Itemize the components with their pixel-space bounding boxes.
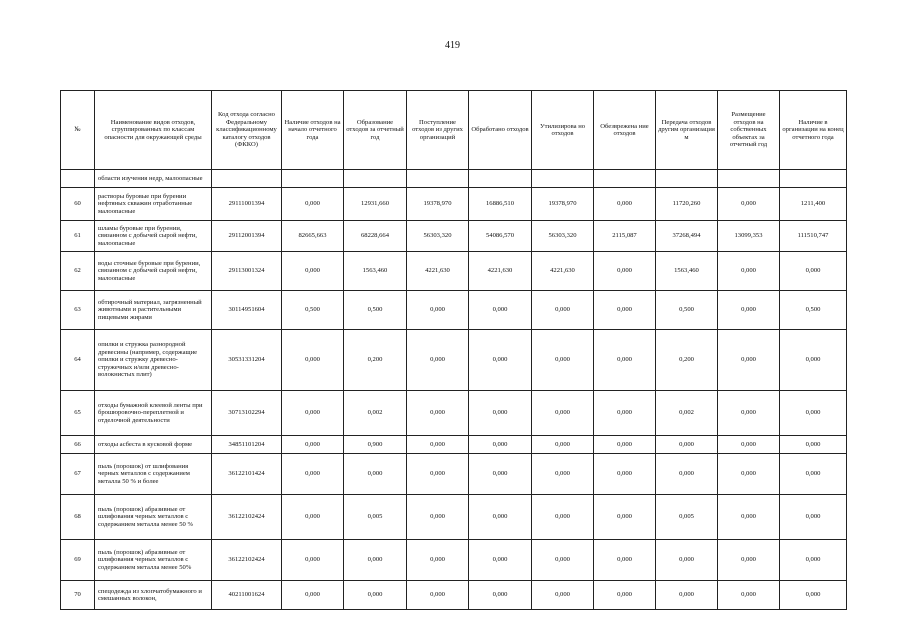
- value-cell: 0,000: [532, 495, 594, 540]
- waste-name-cell: отходы асбеста в кусковой форме: [95, 436, 212, 454]
- header-cell: Утилизирова но отходов: [532, 91, 594, 170]
- header-cell: Обработано отходов: [469, 91, 532, 170]
- value-cell: 0,000: [656, 581, 718, 610]
- value-cell: 0,000: [532, 391, 594, 436]
- value-cell: 1211,400: [780, 188, 847, 221]
- value-cell: 0,200: [344, 330, 407, 391]
- header-cell: Наличие отходов на начало отчетного года: [282, 91, 344, 170]
- value-cell: 0,000: [469, 540, 532, 581]
- row-number-cell: 67: [61, 454, 95, 495]
- value-cell: 0,000: [344, 540, 407, 581]
- empty-cell: [594, 170, 656, 188]
- value-cell: 0,000: [407, 581, 469, 610]
- value-cell: 54086,570: [469, 221, 532, 252]
- value-cell: 0,000: [780, 581, 847, 610]
- value-cell: 0,000: [532, 436, 594, 454]
- value-cell: 82665,663: [282, 221, 344, 252]
- value-cell: 0,500: [780, 291, 847, 330]
- value-cell: 0,000: [469, 495, 532, 540]
- value-cell: 0,500: [344, 291, 407, 330]
- value-cell: 0,000: [594, 454, 656, 495]
- value-cell: 0,000: [469, 436, 532, 454]
- header-cell: №: [61, 91, 95, 170]
- value-cell: 0,000: [407, 436, 469, 454]
- value-cell: 0,000: [718, 540, 780, 581]
- value-cell: 0,000: [718, 454, 780, 495]
- table-row: [61, 188, 847, 221]
- value-cell: 2115,087: [594, 221, 656, 252]
- value-cell: 0,000: [282, 330, 344, 391]
- table-row: [61, 436, 847, 454]
- value-cell: 0,000: [780, 540, 847, 581]
- waste-name-cell: спецодежда из хлопчатобумажного и смешанных волокон,: [95, 581, 212, 610]
- value-cell: 0,000: [282, 540, 344, 581]
- page-number: 419: [445, 40, 460, 51]
- row-number-cell: [61, 170, 95, 188]
- value-cell: 0,000: [469, 581, 532, 610]
- value-cell: 56303,320: [532, 221, 594, 252]
- value-cell: 0,000: [656, 436, 718, 454]
- fkko-code-cell: 29111001394: [212, 188, 282, 221]
- table-row: [61, 581, 847, 610]
- value-cell: 0,000: [594, 540, 656, 581]
- value-cell: 0,000: [594, 495, 656, 540]
- value-cell: 0,900: [344, 436, 407, 454]
- value-cell: 0,000: [718, 252, 780, 291]
- fkko-code-cell: 30114951604: [212, 291, 282, 330]
- value-cell: 0,000: [407, 391, 469, 436]
- value-cell: 0,000: [780, 391, 847, 436]
- row-number-cell: 60: [61, 188, 95, 221]
- value-cell: 0,500: [656, 291, 718, 330]
- empty-cell: [532, 170, 594, 188]
- value-cell: 0,000: [656, 540, 718, 581]
- value-cell: 0,000: [282, 495, 344, 540]
- fkko-code-cell: 36122101424: [212, 454, 282, 495]
- value-cell: 0,000: [282, 188, 344, 221]
- fkko-code-cell: 36122102424: [212, 495, 282, 540]
- header-cell: Наличие в организации на конец отчетного года: [780, 91, 847, 170]
- value-cell: 0,000: [656, 454, 718, 495]
- value-cell: 12931,660: [344, 188, 407, 221]
- value-cell: 0,000: [594, 581, 656, 610]
- continuation-row: [61, 170, 847, 188]
- header-cell: Образование отходов за отчетный год: [344, 91, 407, 170]
- empty-cell: [469, 170, 532, 188]
- value-cell: 0,000: [282, 581, 344, 610]
- value-cell: 0,002: [344, 391, 407, 436]
- waste-name-cell: обтирочный материал, загрязненный животными и растительными пищевыми жирами: [95, 291, 212, 330]
- value-cell: 0,000: [594, 391, 656, 436]
- value-cell: 0,000: [407, 330, 469, 391]
- header-cell: Передача отходов другим организация м: [656, 91, 718, 170]
- value-cell: 0,002: [656, 391, 718, 436]
- value-cell: 0,000: [718, 495, 780, 540]
- value-cell: 0,000: [594, 291, 656, 330]
- value-cell: 111510,747: [780, 221, 847, 252]
- header-cell: Код отхода согласно Федеральному классификационному каталогу отходов (ФККО): [212, 91, 282, 170]
- value-cell: 0,000: [282, 252, 344, 291]
- value-cell: 0,000: [718, 330, 780, 391]
- fkko-code-cell: 29112001394: [212, 221, 282, 252]
- table-row: [61, 330, 847, 391]
- value-cell: 0,000: [282, 436, 344, 454]
- waste-name-cell: пыль (порошок) абразивные от шлифования черных металлов с содержанием металла менее 50%: [95, 540, 212, 581]
- value-cell: 37268,494: [656, 221, 718, 252]
- waste-table-container: [60, 90, 846, 602]
- value-cell: 0,000: [407, 495, 469, 540]
- empty-cell: [212, 170, 282, 188]
- value-cell: 0,000: [282, 454, 344, 495]
- value-cell: 0,000: [532, 330, 594, 391]
- waste-name-cell: растворы буровые при бурении нефтяных скважин отработанные малоопасные: [95, 188, 212, 221]
- value-cell: 0,000: [780, 252, 847, 291]
- value-cell: 0,000: [532, 291, 594, 330]
- value-cell: 4221,630: [407, 252, 469, 291]
- value-cell: 0,000: [532, 540, 594, 581]
- value-cell: 0,000: [282, 391, 344, 436]
- empty-cell: [656, 170, 718, 188]
- value-cell: 0,000: [469, 330, 532, 391]
- empty-cell: [718, 170, 780, 188]
- value-cell: 0,000: [718, 188, 780, 221]
- value-cell: 0,000: [344, 581, 407, 610]
- value-cell: 0,000: [532, 581, 594, 610]
- table-row: [61, 540, 847, 581]
- header-cell: Обезврежена ние отходов: [594, 91, 656, 170]
- header-row: [61, 91, 847, 170]
- value-cell: 0,000: [344, 454, 407, 495]
- row-number-cell: 68: [61, 495, 95, 540]
- waste-name-cell: пыль (порошок) от шлифования черных металлов с содержанием металла 50 % и более: [95, 454, 212, 495]
- waste-name-cell: области изучения недр, малоопасные: [95, 170, 212, 188]
- fkko-code-cell: 36122102424: [212, 540, 282, 581]
- empty-cell: [344, 170, 407, 188]
- value-cell: 0,005: [656, 495, 718, 540]
- table-row: [61, 252, 847, 291]
- value-cell: 0,000: [407, 454, 469, 495]
- table-row: [61, 495, 847, 540]
- fkko-code-cell: 40211001624: [212, 581, 282, 610]
- value-cell: 0,005: [344, 495, 407, 540]
- fkko-code-cell: 30713102294: [212, 391, 282, 436]
- fkko-code-cell: 34851101204: [212, 436, 282, 454]
- row-number-cell: 70: [61, 581, 95, 610]
- waste-name-cell: пыль (порошок) абразивные от шлифования черных металлов с содержанием металла менее 50 %: [95, 495, 212, 540]
- empty-cell: [407, 170, 469, 188]
- row-number-cell: 65: [61, 391, 95, 436]
- waste-name-cell: отходы бумажной клеевой ленты при брошюровочно-переплетной и отделочной деятельности: [95, 391, 212, 436]
- waste-table: [60, 90, 847, 610]
- table-row: [61, 454, 847, 495]
- value-cell: 0,500: [282, 291, 344, 330]
- value-cell: 0,000: [407, 291, 469, 330]
- value-cell: 0,000: [718, 291, 780, 330]
- value-cell: 1563,460: [656, 252, 718, 291]
- value-cell: 16886,510: [469, 188, 532, 221]
- row-number-cell: 64: [61, 330, 95, 391]
- value-cell: 56303,320: [407, 221, 469, 252]
- value-cell: 0,200: [656, 330, 718, 391]
- value-cell: 0,000: [594, 188, 656, 221]
- value-cell: 0,000: [718, 391, 780, 436]
- value-cell: 13099,353: [718, 221, 780, 252]
- value-cell: 0,000: [594, 252, 656, 291]
- value-cell: 4221,630: [469, 252, 532, 291]
- fkko-code-cell: 29113001324: [212, 252, 282, 291]
- value-cell: 0,000: [780, 495, 847, 540]
- value-cell: 0,000: [780, 330, 847, 391]
- waste-name-cell: опилки и стружка разнородной древесины (например, содержащие опилки и стружку древесно-стружечных и/или древесно-волокнистых плит): [95, 330, 212, 391]
- value-cell: 0,000: [469, 291, 532, 330]
- empty-cell: [282, 170, 344, 188]
- value-cell: 68228,664: [344, 221, 407, 252]
- row-number-cell: 63: [61, 291, 95, 330]
- value-cell: 0,000: [594, 436, 656, 454]
- row-number-cell: 62: [61, 252, 95, 291]
- value-cell: 0,000: [407, 540, 469, 581]
- header-cell: Поступление отходов из других организаций: [407, 91, 469, 170]
- value-cell: 0,000: [532, 454, 594, 495]
- header-cell: Наименование видов отходов, сгруппированных по классам опасности для окружающей среды: [95, 91, 212, 170]
- waste-name-cell: воды сточные буровые при бурении, связанном с добычей сырой нефти, малоопасные: [95, 252, 212, 291]
- fkko-code-cell: 30531331204: [212, 330, 282, 391]
- value-cell: 0,000: [469, 391, 532, 436]
- value-cell: 19378,970: [407, 188, 469, 221]
- value-cell: 0,000: [469, 454, 532, 495]
- value-cell: 19378,970: [532, 188, 594, 221]
- value-cell: 1563,460: [344, 252, 407, 291]
- value-cell: 4221,630: [532, 252, 594, 291]
- row-number-cell: 61: [61, 221, 95, 252]
- value-cell: 0,000: [718, 581, 780, 610]
- value-cell: 11720,260: [656, 188, 718, 221]
- waste-name-cell: шламы буровые при бурении, связанном с добычей сырой нефти, малоопасные: [95, 221, 212, 252]
- value-cell: 0,000: [718, 436, 780, 454]
- value-cell: 0,000: [594, 330, 656, 391]
- empty-cell: [780, 170, 847, 188]
- table-row: [61, 391, 847, 436]
- value-cell: 0,000: [780, 454, 847, 495]
- header-cell: Размещение отходов на собственных объектах за отчетный год: [718, 91, 780, 170]
- value-cell: 0,000: [780, 436, 847, 454]
- row-number-cell: 69: [61, 540, 95, 581]
- table-row: [61, 221, 847, 252]
- row-number-cell: 66: [61, 436, 95, 454]
- table-row: [61, 291, 847, 330]
